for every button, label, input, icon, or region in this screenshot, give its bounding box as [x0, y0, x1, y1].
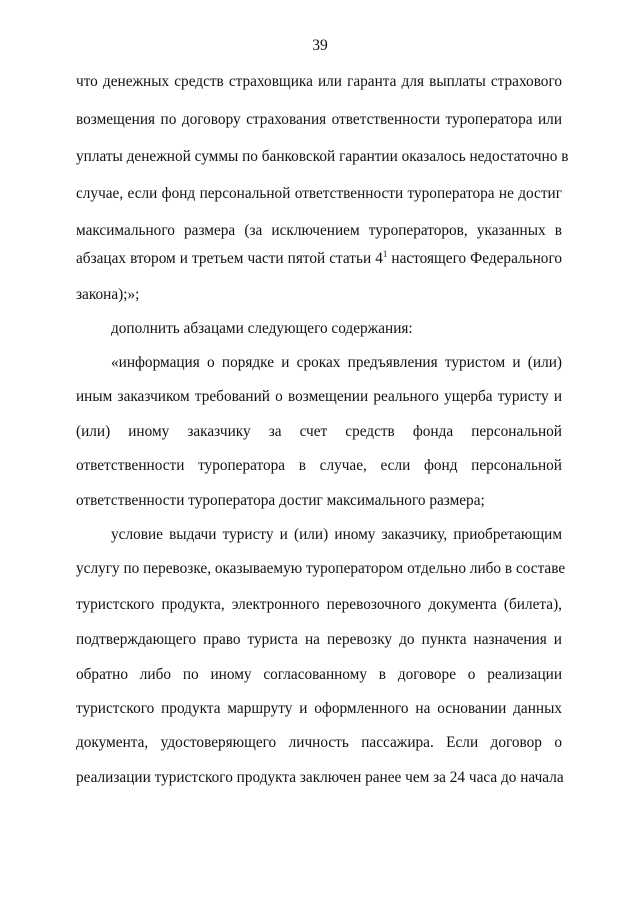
- text-line: закона);»;: [76, 286, 140, 303]
- text-line: туристского продукта маршруту и оформленного на основании данных: [76, 700, 562, 717]
- page-number: 39: [312, 37, 328, 54]
- text-line: уплаты денежной суммы по банковской гарантии оказалось недостаточно в: [76, 148, 569, 165]
- text-line: ответственности туроператора достиг максимального размера;: [76, 492, 485, 509]
- text-line: документа, удостоверяющего личность пассажира. Если договор о: [76, 734, 562, 751]
- text-line: [76, 249, 562, 269]
- text-line: максимального размера (за исключением туроператоров, указанных в: [76, 222, 562, 239]
- text-line: (или) иному заказчику за счет средств фонда персональной: [76, 423, 562, 440]
- text-line: подтверждающего право туриста на перевозку до пункта назначения и: [76, 631, 562, 648]
- superscript: 1: [382, 249, 388, 259]
- text-line: условие выдачи туристу и (или) иному заказчику, приобретающим: [111, 526, 562, 543]
- text-line: реализации туристского продукта заключен ранее чем за 24 часа до начала: [76, 769, 564, 786]
- text-line-part: абзацах втором и третьем части пятой статьи 4: [76, 250, 383, 267]
- text-line: туристского продукта, электронного перевозочного документа (билета),: [76, 596, 562, 613]
- text-line: дополнить абзацами следующего содержания:: [111, 320, 413, 337]
- text-line: услугу по перевозке, оказываемую туроператором отдельно либо в составе: [76, 560, 566, 577]
- text-line: случае, если фонд персональной ответственности туроператора не достиг: [76, 185, 562, 202]
- text-line: возмещения по договору страхования ответственности туроператора или: [76, 111, 562, 128]
- text-line: что денежных средств страховщика или гаранта для выплаты страхового: [76, 73, 562, 90]
- text-line-part: настоящего Федерального: [387, 250, 562, 267]
- text-line: иным заказчиком требований о возмещении реального ущерба туристу и: [76, 388, 562, 405]
- text-line: ответственности туроператора в случае, если фонд персональной: [76, 457, 562, 474]
- text-line: «информация о порядке и сроках предъявления туристом и (или): [111, 354, 562, 371]
- text-line: обратно либо по иному согласованному в договоре о реализации: [76, 666, 562, 683]
